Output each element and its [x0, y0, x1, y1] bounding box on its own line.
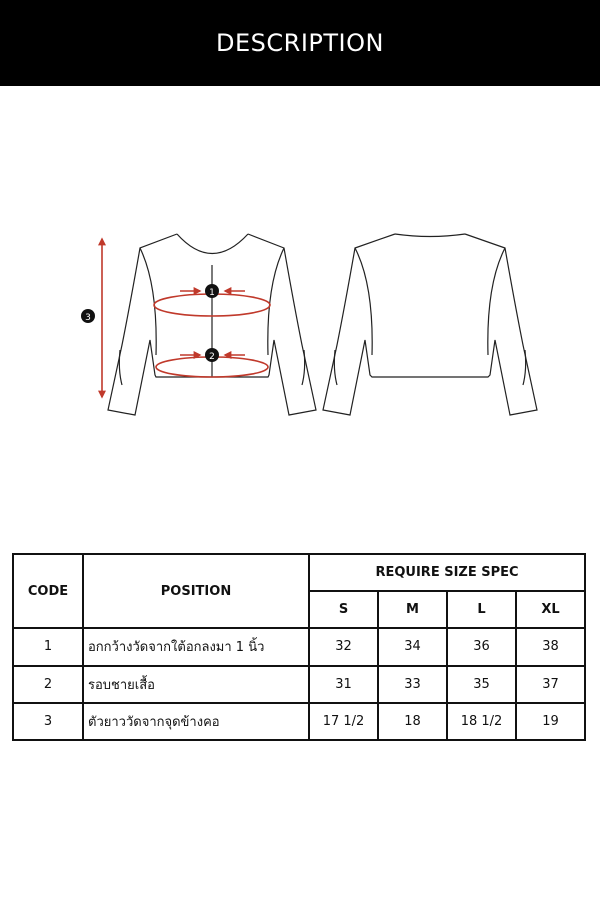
row-position: รอบชายเสื้อ — [83, 666, 309, 703]
row-value-xl: 37 — [516, 666, 585, 703]
marker-2 — [205, 348, 219, 362]
row-code: 3 — [13, 703, 83, 740]
row-position: ตัวยาววัดจากจุดข้างคอ — [83, 703, 309, 740]
size-spec-table — [12, 553, 586, 741]
svg-text:1: 1 — [209, 288, 215, 298]
svg-text:2: 2 — [209, 352, 215, 362]
row-value-m: 18 — [378, 703, 447, 740]
marker-3 — [81, 309, 95, 323]
row-value-xl: 19 — [516, 703, 585, 740]
header-spec: REQUIRE SIZE SPEC — [309, 554, 585, 591]
table-row — [13, 628, 585, 665]
row-value-xl: 38 — [516, 628, 585, 665]
row-position: อกกว้างวัดจากใต้อกลงมา 1 นิ้ว — [83, 628, 309, 665]
table-row — [13, 666, 585, 703]
front-view — [108, 234, 316, 415]
row-value-l: 35 — [447, 666, 516, 703]
row-value-s: 17 1/2 — [309, 703, 378, 740]
header-size-xl: XL — [516, 591, 585, 628]
row-value-l: 18 1/2 — [447, 703, 516, 740]
row-value-s: 31 — [309, 666, 378, 703]
header-position: POSITION — [83, 554, 309, 628]
svg-text:3: 3 — [85, 313, 91, 323]
header-size-s: S — [309, 591, 378, 628]
row-code: 2 — [13, 666, 83, 703]
page-title: DESCRIPTION — [216, 29, 384, 57]
row-value-m: 33 — [378, 666, 447, 703]
garment-diagram — [0, 225, 600, 425]
table-row — [13, 703, 585, 740]
marker-1 — [205, 284, 219, 298]
header-code: CODE — [13, 554, 83, 628]
header-size-l: L — [447, 591, 516, 628]
row-code: 1 — [13, 628, 83, 665]
header-size-m: M — [378, 591, 447, 628]
header-bar — [0, 0, 600, 86]
row-value-m: 34 — [378, 628, 447, 665]
row-value-l: 36 — [447, 628, 516, 665]
back-view — [323, 234, 537, 415]
row-value-s: 32 — [309, 628, 378, 665]
